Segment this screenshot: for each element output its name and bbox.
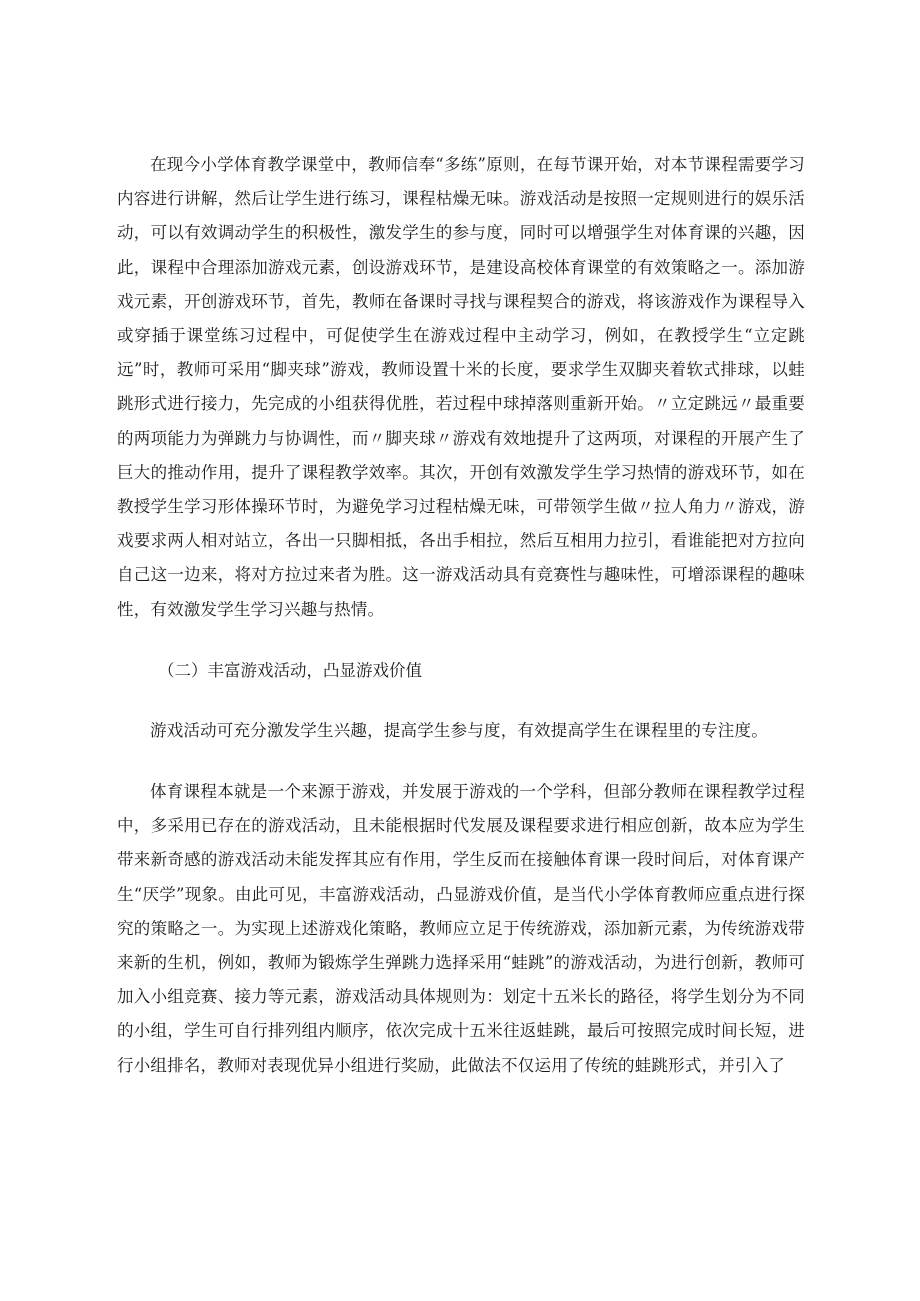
body-paragraph-1: 在现今小学体育教学课堂中，教师信奉“多练”原则，在每节课开始，对本节课程需要学习内容进行讲解，然后让学生进行练习，课程枯燥无味。游戏活动是按照一定规则进行的娱乐活动，可以有效调动学生的积极性，激发学生的参与度，同时可以增强学生对体育课的兴趣，因此，课程中合理添加游戏元素，创设游戏环节，是建设高校体育课堂的有效策略之一。添加游戏元素，开创游戏环节，首先，教师在备课时寻找与课程契合的游戏，将该游戏作为课程导入或穿插于课堂练习过程中，可促使学生在游戏过程中主动学习，例如，在教授学生“立定跳远”时，教师可采用“脚夹球”游戏，教师设置十米的长度，要求学生双脚夹着软式排球，以蛙跳形式进行接力，先完成的小组获得优胜，若过程中球掉落则重新开始。〃立定跳远〃最重要的两项能力为弹跳力与协调性，而〃脚夹球〃游戏有效地提升了这两项，对课程的开展产生了巨大的推动作用，提升了课程教学效率。其次，开创有效激发学生学习热情的游戏环节，如在教授学生学习形体操环节时，为避免学习过程枯燥无味，可带领学生做〃拉人角力〃游戏，游戏要求两人相对站立，各出一只脚相抵，各出手相拉，然后互相用力拉引，看谁能把对方拉向自己这一边来，将对方拉过来者为胜。这一游戏活动具有竞赛性与趣味性，可增添课程的趣味性，有效激发学生学习兴趣与热情。	[117, 155, 805, 619]
body-paragraph-2: 游戏活动可充分激发学生兴趣，提高学生参与度，有效提高学生在课程里的专注度。	[150, 720, 768, 740]
paragraph-spacer	[117, 748, 805, 775]
paragraph-spacer	[117, 627, 805, 654]
document-page	[117, 148, 805, 1083]
section-heading-2: （二）丰富游戏活动，凸显游戏价值	[158, 660, 422, 680]
body-paragraph-3: 体育课程本就是一个来源于游戏，并发展于游戏的一个学科，但部分教师在课程教学过程中，多采用已存在的游戏活动，且未能根据时代发展及课程要求进行相应创新，故本应为学生带来新奇感的游戏活动未能发挥其应有作用，学生反而在接触体育课一段时间后，对体育课产生“厌学”现象。由此可见，丰富游戏活动，凸显游戏价值，是当代小学体育教师应重点进行探究的策略之一。为实现上述游戏化策略，教师应立足于传统游戏，添加新元素，为传统游戏带来新的生机，例如，教师为锻炼学生弹跳力选择采用“蛙跳”的游戏活动，为进行创新，教师可加入小组竞赛、接力等元素，游戏活动具体规则为：划定十五米长的路径，将学生划分为不同的小组，学生可自行排列组内顺序，依次完成十五米往返蛙跳，最后可按照完成时间长短，进行小组排名，教师对表现优异小组进行奖励，此做法不仅运用了传统的蛙跳形式，并引入了	[117, 782, 805, 1075]
paragraph-spacer	[117, 688, 805, 714]
